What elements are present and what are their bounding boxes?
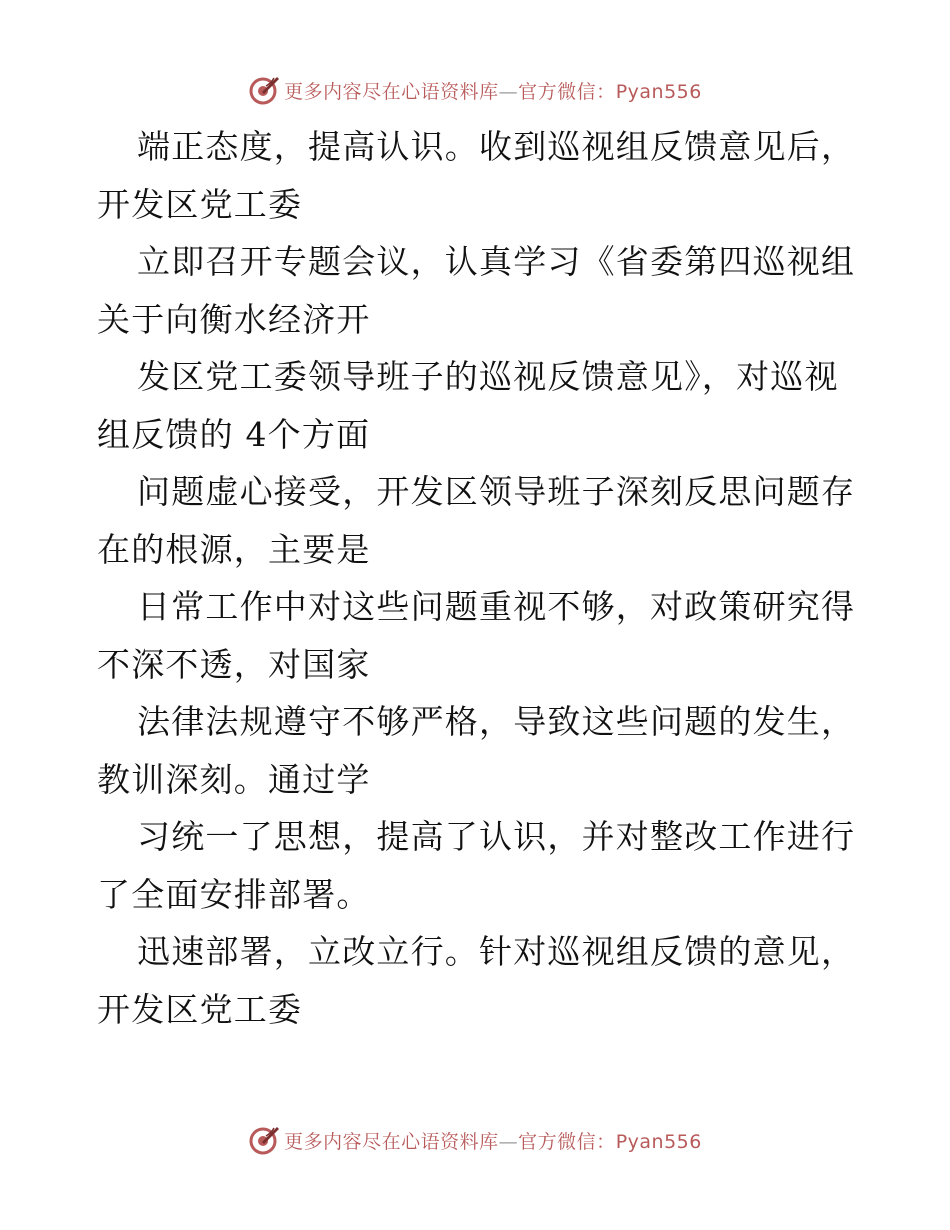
quill-pen-logo-icon	[248, 74, 280, 106]
paragraph-line: 教训深刻。通过学	[97, 759, 371, 799]
paragraph-line: 组反馈的 4个方面	[97, 414, 371, 454]
footer-banner	[0, 1120, 950, 1160]
paragraph-line: 日常工作中对这些问题重视不够，对政策研究得	[137, 587, 856, 626]
paragraph-line: 问题虚心接受，开发区领导班子深刻反思问题存	[137, 472, 856, 511]
paragraph-line: 习统一了思想，提高了认识，并对整改工作进行	[137, 817, 856, 856]
paragraph-line: 立即召开专题会议，认真学习《省委第四巡视组	[137, 242, 856, 281]
paragraph	[97, 463, 857, 578]
paragraph-line: 不深不透，对国家	[97, 644, 371, 684]
paragraph	[97, 808, 857, 923]
paragraph-line: 开发区党工委	[97, 184, 303, 224]
paragraph-line: 在的根源，主要是	[97, 529, 371, 569]
paragraph	[97, 693, 857, 808]
paragraph-line: 了全面安排部署。	[97, 874, 371, 914]
header-banner	[0, 70, 950, 110]
paragraph-line: 法律法规遵守不够严格，导致这些问题的发生，	[137, 702, 856, 741]
header-banner-text: 更多内容尽在心语资料库—官方微信：Pyan556	[284, 80, 702, 103]
paragraph-line: 端正态度，提高认识。收到巡视组反馈意见后，	[137, 127, 856, 166]
paragraph-line: 发区党工委领导班子的巡视反馈意见》，对巡视	[137, 357, 839, 396]
paragraph	[97, 348, 857, 463]
footer-banner-text: 更多内容尽在心语资料库—官方微信：Pyan556	[284, 1130, 702, 1153]
paragraph	[97, 233, 857, 348]
paragraph-line: 开发区党工委	[97, 989, 303, 1029]
paragraph	[97, 923, 857, 1038]
paragraph-line: 迅速部署，立改立行。针对巡视组反馈的意见，	[137, 932, 856, 971]
document-body	[97, 118, 857, 1038]
paragraph-line: 关于向衡水经济开	[97, 299, 371, 339]
paragraph	[97, 118, 857, 233]
quill-pen-logo-icon	[248, 1124, 280, 1156]
paragraph	[97, 578, 857, 693]
